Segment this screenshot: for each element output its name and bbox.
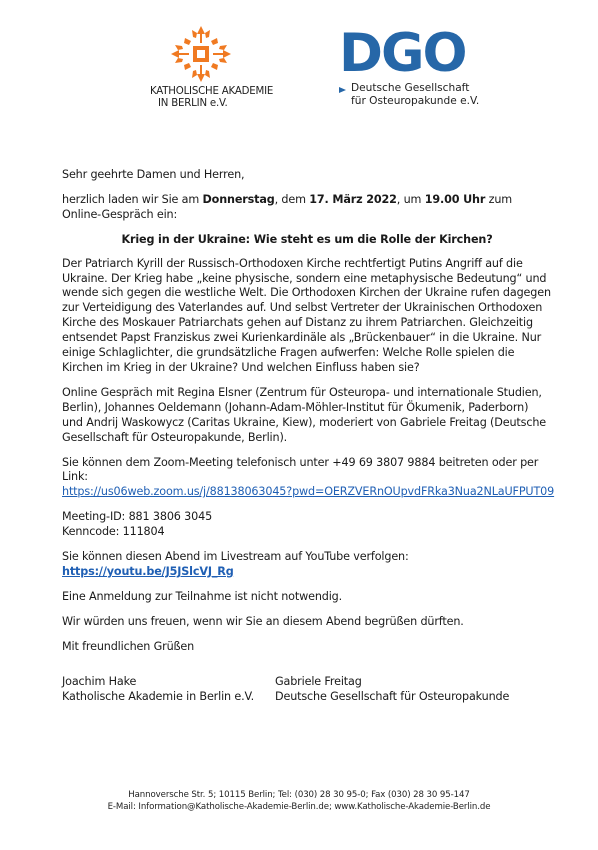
- katholische-akademie-logo: [150, 24, 280, 109]
- description-paragraph: Der Patriarch Kyrill der Russisch-Orthodoxen Kirche rechtfertigt Putins Angriff auf die Ukraine. Der Krieg habe „keine physische, sondern eine metaphysische Bedeutung“ und wende sich gegen die westliche Welt. Die Orthodoxen Kirchen der Ukraine rufen dagegen zur Verteidigung des Vaterlandes auf. Und selbst Vertreter der Ukrainischen Orthodoxen Kirche des Moskauer Patriarchats gehen auf Distanz zu ihrem Patriarchen. Gleichzeitig entsendet Papst Franziskus zwei Kurienkardinäle als „Brückenbauer“ in die Ukraine. Nur einige Schlaglichter, die grundsätzliche Fragen aufwerfen: Welche Rolle spielen die Kirchen im Krieg in der Ukraine? Und welchen Einfluss haben sie?: [62, 256, 551, 374]
- meeting-id: Meeting-ID: 881 3806 3045: [62, 510, 213, 524]
- ka-logo-line1: KATHOLISCHE AKADEMIE: [150, 86, 274, 97]
- zoom-link[interactable]: https://us06web.zoom.us/j/88138063045?pwd=OERZVERnOUpvdFRka3Nua2NLaUFPUT09: [62, 485, 555, 499]
- dgo-logo-text: [351, 82, 479, 108]
- dgo-logo-line1: Deutsche Gesellschaft: [351, 82, 470, 94]
- ka-logo-line2: IN BERLIN e.V.: [158, 98, 228, 109]
- footer-address: Hannoversche Str. 5; 10115 Berlin; Tel: (030) 28 30 95-0; Fax (030) 28 30 95-147: [128, 790, 470, 800]
- dgo-logo: [339, 23, 489, 112]
- invite-part1: herzlich laden wir Sie am: [62, 192, 203, 206]
- closing-wish: Wir würden uns freuen, wenn wir Sie an diesem Abend begrüßen dürften.: [62, 614, 464, 628]
- speakers-paragraph: Online Gespräch mit Regina Elsner (Zentrum für Osteuropa- und internationale Studien, Berlin), Johannes Oeldemann (Johann-Adam-Möhler-Institut für Ökumenik, Paderborn) und Andrij Waskowycz (Caritas Ukraine, Kiew), moderiert von Gabriele Freitag (Deutsche Gesellschaft für Osteuropakunde, Berlin).: [62, 385, 546, 444]
- event-title: Krieg in der Ukraine: Wie steht es um die Rolle der Kirchen?: [121, 232, 493, 246]
- signature-left-org: Katholische Akademie in Berlin e.V.: [62, 690, 254, 703]
- closing-greeting: Mit freundlichen Grüßen: [62, 639, 195, 653]
- signature-right-name: Gabriele Freitag: [275, 675, 362, 688]
- zoom-text: Sie können dem Zoom-Meeting telefonisch unter +49 69 3807 9884 beitreten oder per Link:: [62, 455, 539, 484]
- signature-right-org: Deutsche Gesellschaft für Osteuropakunde: [275, 690, 510, 703]
- dgo-logo-line2: für Osteuropakunde e.V.: [351, 95, 480, 107]
- zoom-paragraph: [62, 455, 555, 501]
- registration-note: Eine Anmeldung zur Teilnahme ist nicht notwendig.: [62, 589, 343, 603]
- dgo-logo-letters: DGO: [339, 23, 466, 84]
- signature-left-name: Joachim Hake: [62, 675, 137, 688]
- footer: [0, 789, 598, 813]
- invite-time: 19.00 Uhr: [424, 192, 486, 206]
- youtube-link[interactable]: https://youtu.be/J5JSlcVJ_Rg: [62, 564, 234, 578]
- invite-part4: zum Online-Gespräch ein:: [62, 192, 513, 221]
- invite-part3: , um: [396, 192, 425, 206]
- cross-ornament-icon: [166, 24, 236, 84]
- meeting-passcode: Kenncode: 111804: [62, 525, 165, 539]
- invite-day: Donnerstag: [202, 192, 275, 206]
- meeting-credentials: [62, 510, 552, 540]
- youtube-text: Sie können diesen Abend im Livestream auf YouTube verfolgen:: [62, 550, 409, 564]
- youtube-paragraph: [62, 550, 552, 580]
- salutation: Sehr geehrte Damen und Herren,: [62, 168, 245, 181]
- footer-contact: E-Mail: Information@Katholische-Akademie-Berlin.de; www.Katholische-Akademie-Berlin.de: [107, 802, 491, 812]
- signature-right: [275, 674, 509, 704]
- invite-date: 17. März 2022: [309, 192, 397, 206]
- letter-body: [62, 168, 555, 665]
- signature-left: [62, 674, 254, 704]
- ka-logo-text: [150, 86, 280, 110]
- invitation-sentence: [62, 193, 552, 223]
- triangle-arrow-icon: [339, 87, 346, 93]
- invite-part2: , dem: [274, 192, 310, 206]
